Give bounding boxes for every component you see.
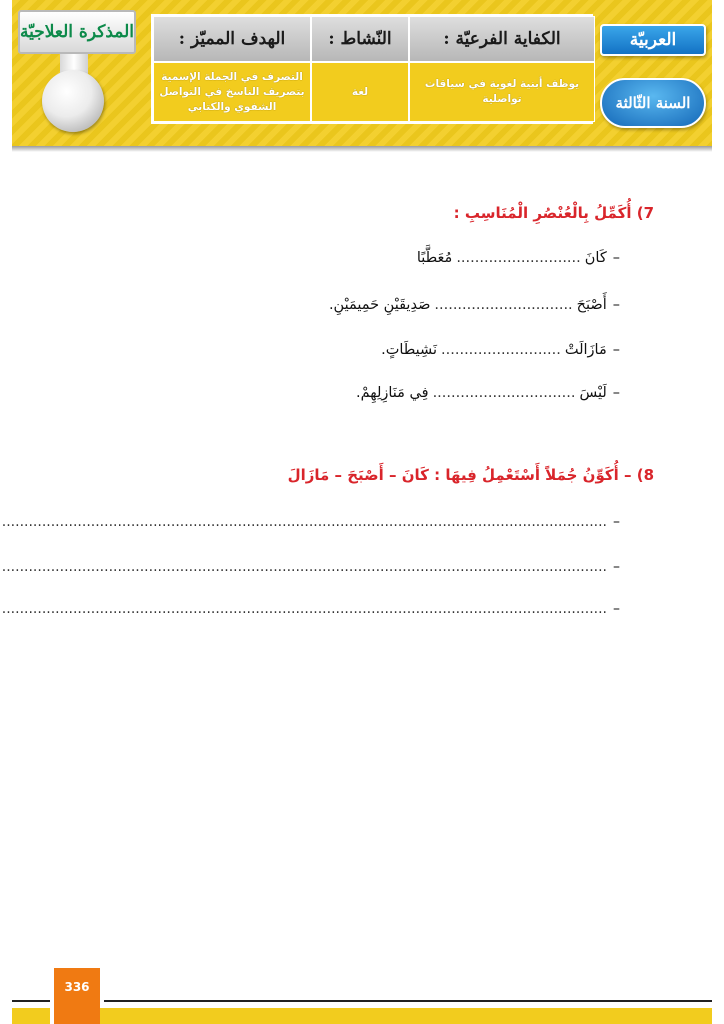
line-dash: – [613,601,620,617]
objective-heading: الهدف المميّز : [178,29,286,49]
footer-rule-left [12,1000,50,1002]
objective-text: التصرف في الجملة الإسمية بتصريف الناسخ في التواصل الشفوي والكتابي [159,70,305,113]
line-rest: فِي مَنَازِلِهِمْ. [356,385,429,401]
activity-heading: النّشاط : [328,29,392,49]
line-dash: – [612,342,620,358]
answer-dots: ........................................................................................................................................ [1,514,607,530]
competency-heading: الكفاية الفرعيّة : [443,29,561,49]
page-number: 336 [64,980,90,994]
blank-dots[interactable]: .............................. [434,297,573,313]
blank-dots[interactable]: .......................... [441,342,561,358]
header-shadow [12,146,712,152]
competency-text: يوظف أبنية لغوية في سياقات تواصلية [424,78,580,105]
memo-title: المذكرة العلاجيّة [20,22,134,42]
exercise8-title [288,466,654,484]
line-rest: صَدِيقَيْنِ حَمِيمَيْنِ. [328,297,431,313]
blank-dots[interactable]: ............................... [432,385,576,401]
activity-heading-cell [311,16,409,62]
subject-badge [600,24,706,56]
answer-line[interactable] [1,601,620,621]
blank-dots[interactable]: ........................... [456,250,581,266]
line-rest: مُعَطَّبًا [416,250,453,266]
line-verb: لَيْسَ [579,385,607,401]
line-verb: مَازَالَتْ [564,342,607,358]
activity-text: لغة [351,85,369,98]
subject-label: العربيّة [629,30,677,50]
exercise8-instruction: – أُكَوِّنُ جُمَلاً أَسْتَعْمِلُ فِيهَا : كَانَ – أَصْبَحَ – مَازَالَ [287,466,632,484]
line-dash: – [612,385,620,401]
exercise7-line [381,342,620,358]
line-dash: – [612,250,620,266]
exercise8-number: 8) [636,466,654,484]
memo-ball-decoration [42,70,104,132]
answer-dots: ........................................................................................................................................ [1,559,607,575]
activity-text-cell [311,62,409,122]
answer-line[interactable] [1,559,620,579]
line-dash: – [613,559,620,575]
line-dash: – [612,297,620,313]
exercise7-line [417,250,620,266]
footer-band [12,1008,712,1024]
answer-line[interactable] [1,514,620,534]
competency-heading-cell [409,16,595,62]
line-verb: كَانَ [584,250,607,266]
objective-text-cell [153,62,311,122]
line-rest: نَشِيطَاتٍ. [381,342,438,358]
header-band [12,0,712,146]
competency-text-cell [409,62,595,122]
exercise7-line [329,297,620,313]
info-table [151,14,593,124]
memo-label [18,10,136,54]
footer-rule-right [104,1000,712,1002]
line-dash: – [613,514,620,530]
exercise7-line [356,385,620,401]
objective-heading-cell [153,16,311,62]
year-badge [600,78,706,128]
exercise7-title [454,204,654,222]
exercise7-number: 7) [636,204,654,222]
page-number-box [54,968,100,1024]
answer-dots: ........................................................................................................................................ [1,601,607,617]
exercise7-instruction: أُكَمِّلُ بِالْعُنْصُرِ الْمُنَاسِبِ : [453,204,632,222]
year-label: السنة الثّالثة [615,94,691,112]
line-verb: أَصْبَحَ [576,297,607,313]
